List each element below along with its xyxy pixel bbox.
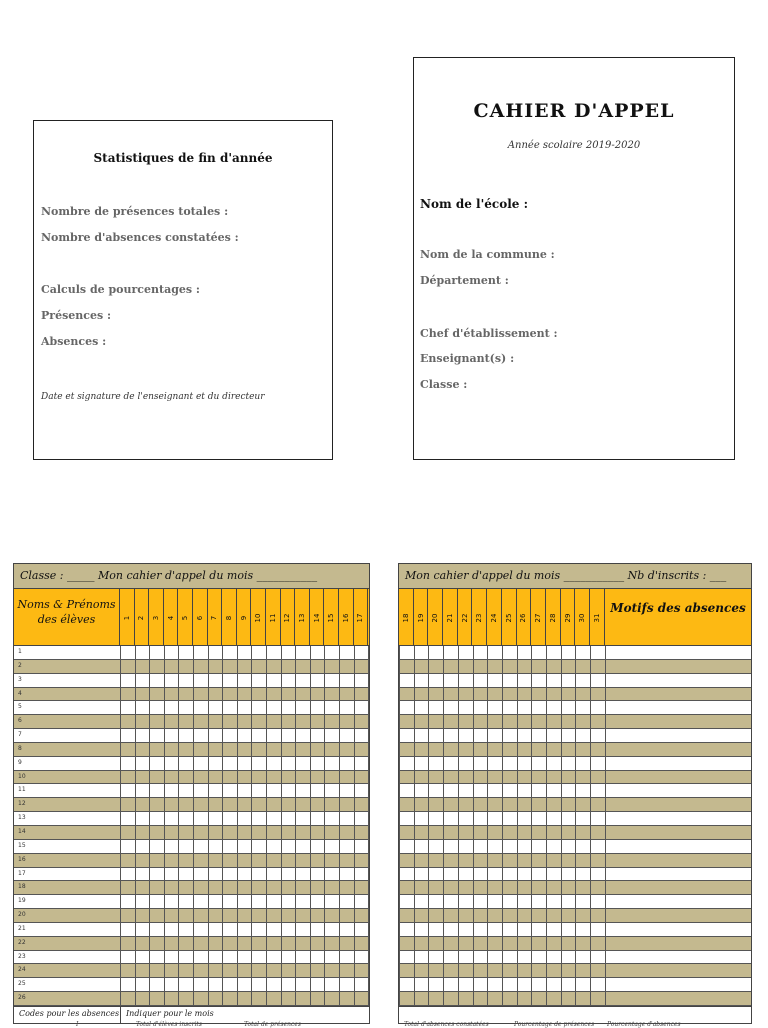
day-label: 11 — [268, 613, 277, 622]
day-header — [354, 589, 369, 646]
left-sheet-header: Classe : _____ Mon cahier d'appel du mois ___________ — [14, 564, 369, 589]
grid-line — [208, 646, 209, 1006]
grid-line — [458, 646, 459, 1006]
names-header — [14, 589, 120, 646]
grid-line — [295, 646, 296, 1006]
day-header — [178, 589, 193, 646]
grid-line — [428, 646, 429, 1006]
row-number: 8 — [18, 744, 22, 752]
day-header — [428, 589, 443, 646]
grid-line — [605, 646, 606, 1006]
footer-total-absences: Total d'absences constatées — [404, 1021, 489, 1028]
footer-indiquer: Indiquer pour le mois — [126, 1009, 214, 1018]
left-footer — [14, 1006, 369, 1028]
day-header — [531, 589, 546, 646]
day-label: 13 — [297, 613, 306, 622]
attendance-sheet-left — [13, 563, 370, 1028]
right-footer — [399, 1006, 751, 1028]
day-header — [517, 589, 532, 646]
row-number: 2 — [18, 661, 22, 669]
day-header — [208, 589, 223, 646]
day-label: 8 — [224, 615, 233, 620]
day-label: 23 — [475, 613, 484, 622]
day-label: 26 — [519, 613, 528, 622]
cover-enseignant: Enseignant(s) : — [420, 352, 515, 365]
day-label: 27 — [534, 613, 543, 622]
day-label: 28 — [548, 613, 557, 622]
table-row — [14, 784, 369, 798]
row-number: 13 — [18, 814, 26, 822]
row-number: 18 — [18, 883, 26, 891]
grid-line — [193, 646, 194, 1006]
table-row — [14, 826, 369, 840]
day-label: 14 — [312, 613, 321, 622]
cover-year: Année scolaire 2019-2020 — [507, 140, 641, 151]
row-number: 22 — [18, 938, 26, 946]
day-header — [193, 589, 208, 646]
row-number: 5 — [18, 703, 22, 711]
row-number: 24 — [18, 966, 26, 974]
row-number: 11 — [18, 786, 26, 794]
row-number: 19 — [18, 897, 26, 905]
names-header-line1: Noms & Prénoms — [17, 598, 116, 611]
day-header — [266, 589, 281, 646]
day-header — [281, 589, 296, 646]
day-header — [295, 589, 310, 646]
table-row — [14, 978, 369, 992]
table-row — [14, 688, 369, 702]
grid-line — [237, 646, 238, 1006]
footer-total-presences: Total de présences — [244, 1021, 302, 1028]
row-number: 15 — [18, 841, 26, 849]
table-row — [14, 951, 369, 965]
cover-title: CAHIER D'APPEL — [473, 100, 675, 122]
day-label: 15 — [327, 613, 336, 622]
table-row — [14, 895, 369, 909]
day-header — [149, 589, 164, 646]
footer-pct-presences: Pourcentage de présences — [514, 1021, 595, 1028]
grid-line — [281, 646, 282, 1006]
grid-line — [222, 646, 223, 1006]
day-header — [473, 589, 488, 646]
row-number: 9 — [18, 758, 22, 766]
table-row — [14, 937, 369, 951]
table-row — [14, 743, 369, 757]
table-row — [14, 674, 369, 688]
table-row — [14, 868, 369, 882]
day-header — [443, 589, 458, 646]
row-number: 21 — [18, 924, 26, 932]
day-label: 6 — [195, 615, 204, 620]
grid-line — [135, 646, 136, 1006]
day-label: 19 — [416, 613, 425, 622]
row-number: 17 — [18, 869, 26, 877]
cover-chef: Chef d'établissement : — [420, 327, 558, 340]
stats-calculs: Calculs de pourcentages : — [41, 283, 200, 296]
grid-line — [546, 646, 547, 1006]
grid-line — [590, 646, 591, 1006]
day-label: 22 — [460, 613, 469, 622]
stats-title: Statistiques de fin d'année — [93, 151, 273, 165]
footer-codes: Codes pour les absences — [19, 1009, 120, 1018]
day-header — [251, 589, 266, 646]
table-row — [14, 992, 369, 1006]
day-label: 29 — [563, 613, 572, 622]
stats-absences-constatees: Nombre d'absences constatées : — [41, 231, 239, 244]
grid-line — [561, 646, 562, 1006]
day-label: 5 — [181, 615, 190, 620]
grid-line — [473, 646, 474, 1006]
day-label: 24 — [490, 613, 499, 622]
footer-pct-absences: Pourcentage d'absences — [607, 1021, 681, 1028]
day-label: 3 — [151, 615, 160, 620]
table-row — [14, 964, 369, 978]
table-row — [14, 771, 369, 785]
grid-line — [120, 646, 121, 1006]
day-header — [339, 589, 354, 646]
table-row — [14, 660, 369, 674]
grid-line — [164, 646, 165, 1006]
grid-line — [310, 646, 311, 1006]
day-header — [590, 589, 605, 646]
day-header — [575, 589, 590, 646]
left-rows — [14, 646, 369, 1006]
grid-line — [502, 646, 503, 1006]
grid-line — [266, 646, 267, 1006]
grid-line — [531, 646, 532, 1006]
table-row — [14, 729, 369, 743]
table-row — [14, 701, 369, 715]
table-row — [14, 798, 369, 812]
day-label: 25 — [504, 613, 513, 622]
row-number: 10 — [18, 772, 26, 780]
grid-line — [251, 646, 252, 1006]
day-label: 4 — [166, 615, 175, 620]
row-number: 26 — [18, 994, 26, 1002]
stats-presences: Présences : — [41, 309, 112, 322]
day-label: 9 — [239, 615, 248, 620]
footer-total-inscrits: Total d'élèves inscrits — [136, 1021, 202, 1028]
right-sheet-header: Mon cahier d'appel du mois ___________ Nb d'inscrits : ___ — [399, 564, 751, 589]
day-header — [310, 589, 325, 646]
row-number: 1 — [18, 648, 22, 655]
stats-signature: Date et signature de l'enseignant et du directeur — [41, 392, 265, 402]
day-header — [487, 589, 502, 646]
day-label: 2 — [137, 615, 146, 620]
day-header — [135, 589, 150, 646]
grid-line — [354, 646, 355, 1006]
day-label: 30 — [578, 613, 587, 622]
day-label: 10 — [254, 613, 263, 622]
grid-line — [414, 646, 415, 1006]
left-head-row — [14, 589, 369, 646]
grid-line — [339, 646, 340, 1006]
grid-line — [178, 646, 179, 1006]
table-row — [14, 840, 369, 854]
row-number: 4 — [18, 689, 22, 697]
grid-line — [149, 646, 150, 1006]
day-header — [546, 589, 561, 646]
right-head-row — [399, 589, 751, 646]
table-row — [14, 646, 369, 660]
row-number: 16 — [18, 855, 26, 863]
day-label: 18 — [401, 613, 410, 622]
cover-ecole: Nom de l'école : — [420, 197, 529, 211]
day-header — [502, 589, 517, 646]
table-row — [14, 909, 369, 923]
day-header — [164, 589, 179, 646]
day-header — [414, 589, 429, 646]
day-header — [458, 589, 473, 646]
day-header — [561, 589, 576, 646]
stats-presences-totales: Nombre de présences totales : — [41, 205, 229, 218]
day-header — [222, 589, 237, 646]
row-number: 6 — [18, 717, 22, 725]
row-number: 7 — [18, 731, 22, 739]
day-label: 20 — [431, 613, 440, 622]
day-label: 1 — [122, 615, 131, 620]
stats-absences: Absences : — [41, 335, 107, 348]
day-header — [324, 589, 339, 646]
grid-line — [399, 646, 400, 1006]
row-number: 3 — [18, 675, 22, 683]
day-header — [399, 589, 414, 646]
day-label: 16 — [341, 613, 350, 622]
day-label: 31 — [592, 613, 601, 622]
day-label: 17 — [356, 613, 365, 622]
row-number: 20 — [18, 911, 26, 919]
grid-line — [443, 646, 444, 1006]
grid-line — [575, 646, 576, 1006]
grid-line — [324, 646, 325, 1006]
footer-divider — [120, 1007, 121, 1023]
cover-classe: Classe : — [420, 378, 468, 391]
row-number: 14 — [18, 827, 26, 835]
day-label: 12 — [283, 613, 292, 622]
table-row — [14, 757, 369, 771]
day-header — [120, 589, 135, 646]
names-header-line2: des élèves — [37, 613, 96, 626]
cover-departement: Département : — [420, 274, 509, 287]
row-number: 12 — [18, 800, 26, 808]
row-number: 25 — [18, 980, 26, 988]
table-row — [14, 715, 369, 729]
day-label: 7 — [210, 615, 219, 620]
day-label: 21 — [445, 613, 454, 622]
cover-commune: Nom de la commune : — [420, 248, 555, 261]
motifs-header: Motifs des absences — [610, 601, 746, 615]
attendance-sheet-right — [398, 563, 752, 1028]
table-row — [14, 854, 369, 868]
day-header — [237, 589, 252, 646]
table-row — [14, 881, 369, 895]
row-number: 23 — [18, 952, 26, 960]
footer-mark: I — [76, 1021, 79, 1028]
grid-line — [487, 646, 488, 1006]
stats-card — [33, 120, 333, 460]
table-row — [14, 923, 369, 937]
table-row — [14, 812, 369, 826]
grid-line — [517, 646, 518, 1006]
grid-line — [368, 646, 369, 1006]
cover-card — [413, 57, 735, 460]
